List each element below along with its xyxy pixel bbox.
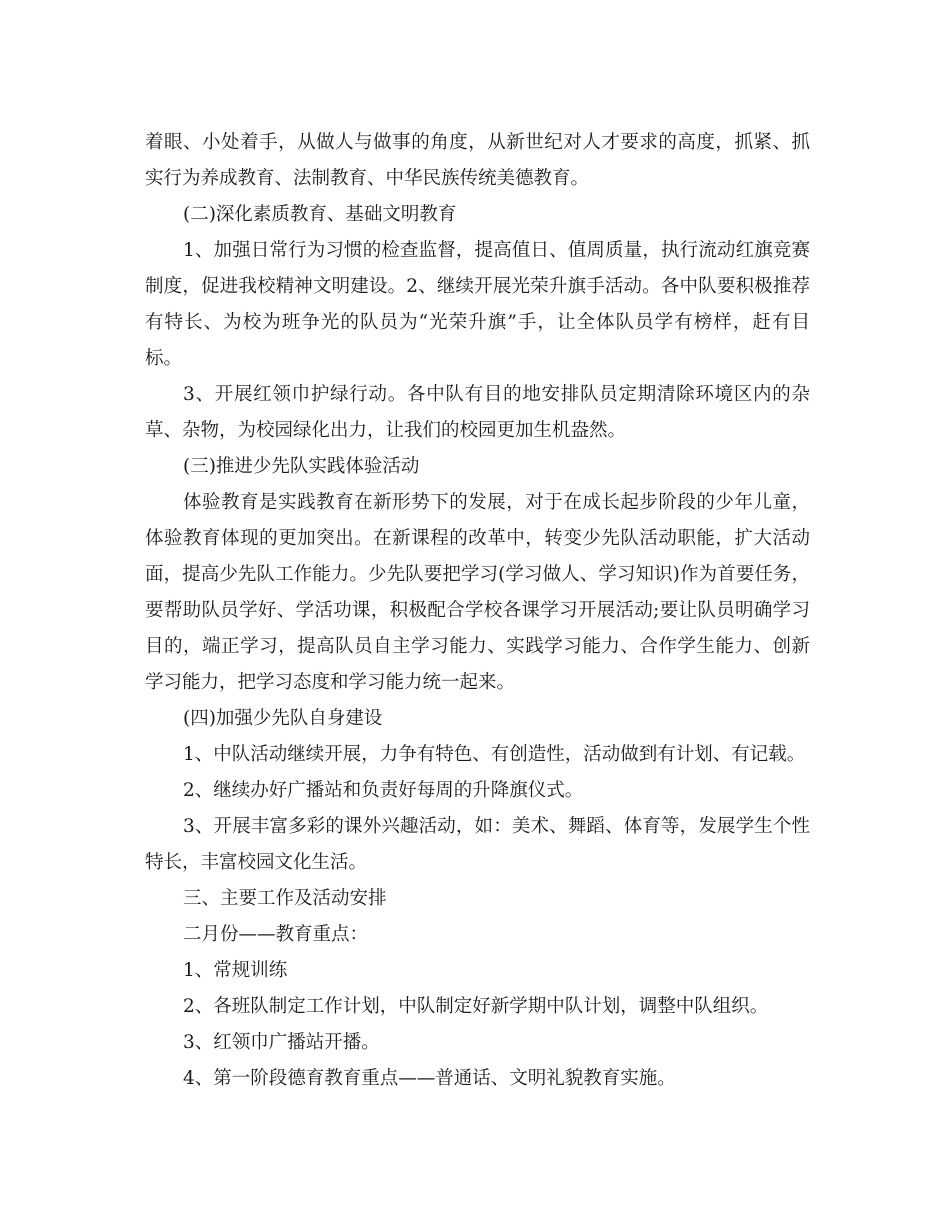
section-heading-3: (三)推进少先队实践体验活动 — [183, 456, 420, 477]
paragraph: 1、加强日常行为习惯的检查监督，提高值日、值周质量，执行流动红旗竞赛制度，促进我校精神文明建设。2、继续开展光荣升旗手活动。各中队要积极推荐有特长、为校为班争光的队员为“光荣升旗”手，让全体队员学有榜样，赶有目标。 — [145, 240, 810, 369]
paragraph: 2、继续办好广播站和负责好每周的升降旗仪式。 — [183, 780, 584, 801]
list-item: 3、红领巾广播站开播。 — [183, 1032, 380, 1053]
paragraph: 3、开展丰富多彩的课外兴趣活动，如：美术、舞蹈、体育等，发展学生个性特长，丰富校园文化生活。 — [145, 816, 810, 873]
document-body — [145, 125, 810, 1097]
paragraph-continuation: 着眼、小处着手，从做人与做事的角度，从新世纪对人才要求的高度，抓紧、抓实行为养成教育、法制教育、中华民族传统美德教育。 — [145, 132, 810, 189]
list-item: 1、常规训练 — [183, 960, 288, 981]
section-heading-main: 三、主要工作及活动安排 — [183, 888, 387, 909]
paragraph: 体验教育是实践教育在新形势下的发展，对于在成长起步阶段的少年儿童，体验教育体现的更加突出。在新课程的改革中，转变少先队活动职能，扩大活动面，提高少先队工作能力。少先队要把学习(学习做人、学习知识)作为首要任务，要帮助队员学好、学活功课，积极配合学校各课学习开展活动;要让队员明确学习目的，端正学习，提高队员自主学习能力、实践学习能力、合作学生能力、创新学习能力，把学习态度和学习能力统一起来。 — [145, 492, 810, 693]
section-heading-2: (二)深化素质教育、基础文明教育 — [183, 204, 457, 225]
list-item: 4、第一阶段德育教育重点——普通话、文明礼貌教育实施。 — [183, 1068, 676, 1089]
paragraph: 1、中队活动继续开展，力争有特色、有创造性，活动做到有计划、有记载。 — [183, 744, 806, 765]
month-heading: 二月份——教育重点： — [183, 924, 369, 945]
list-item: 2、各班队制定工作计划，中队制定好新学期中队计划，调整中队组织。 — [183, 996, 769, 1017]
paragraph: 3、开展红领巾护绿行动。各中队有目的地安排队员定期清除环境区内的杂草、杂物，为校园绿化出力，让我们的校园更加生机盎然。 — [145, 384, 810, 441]
section-heading-4: (四)加强少先队自身建设 — [183, 708, 383, 729]
